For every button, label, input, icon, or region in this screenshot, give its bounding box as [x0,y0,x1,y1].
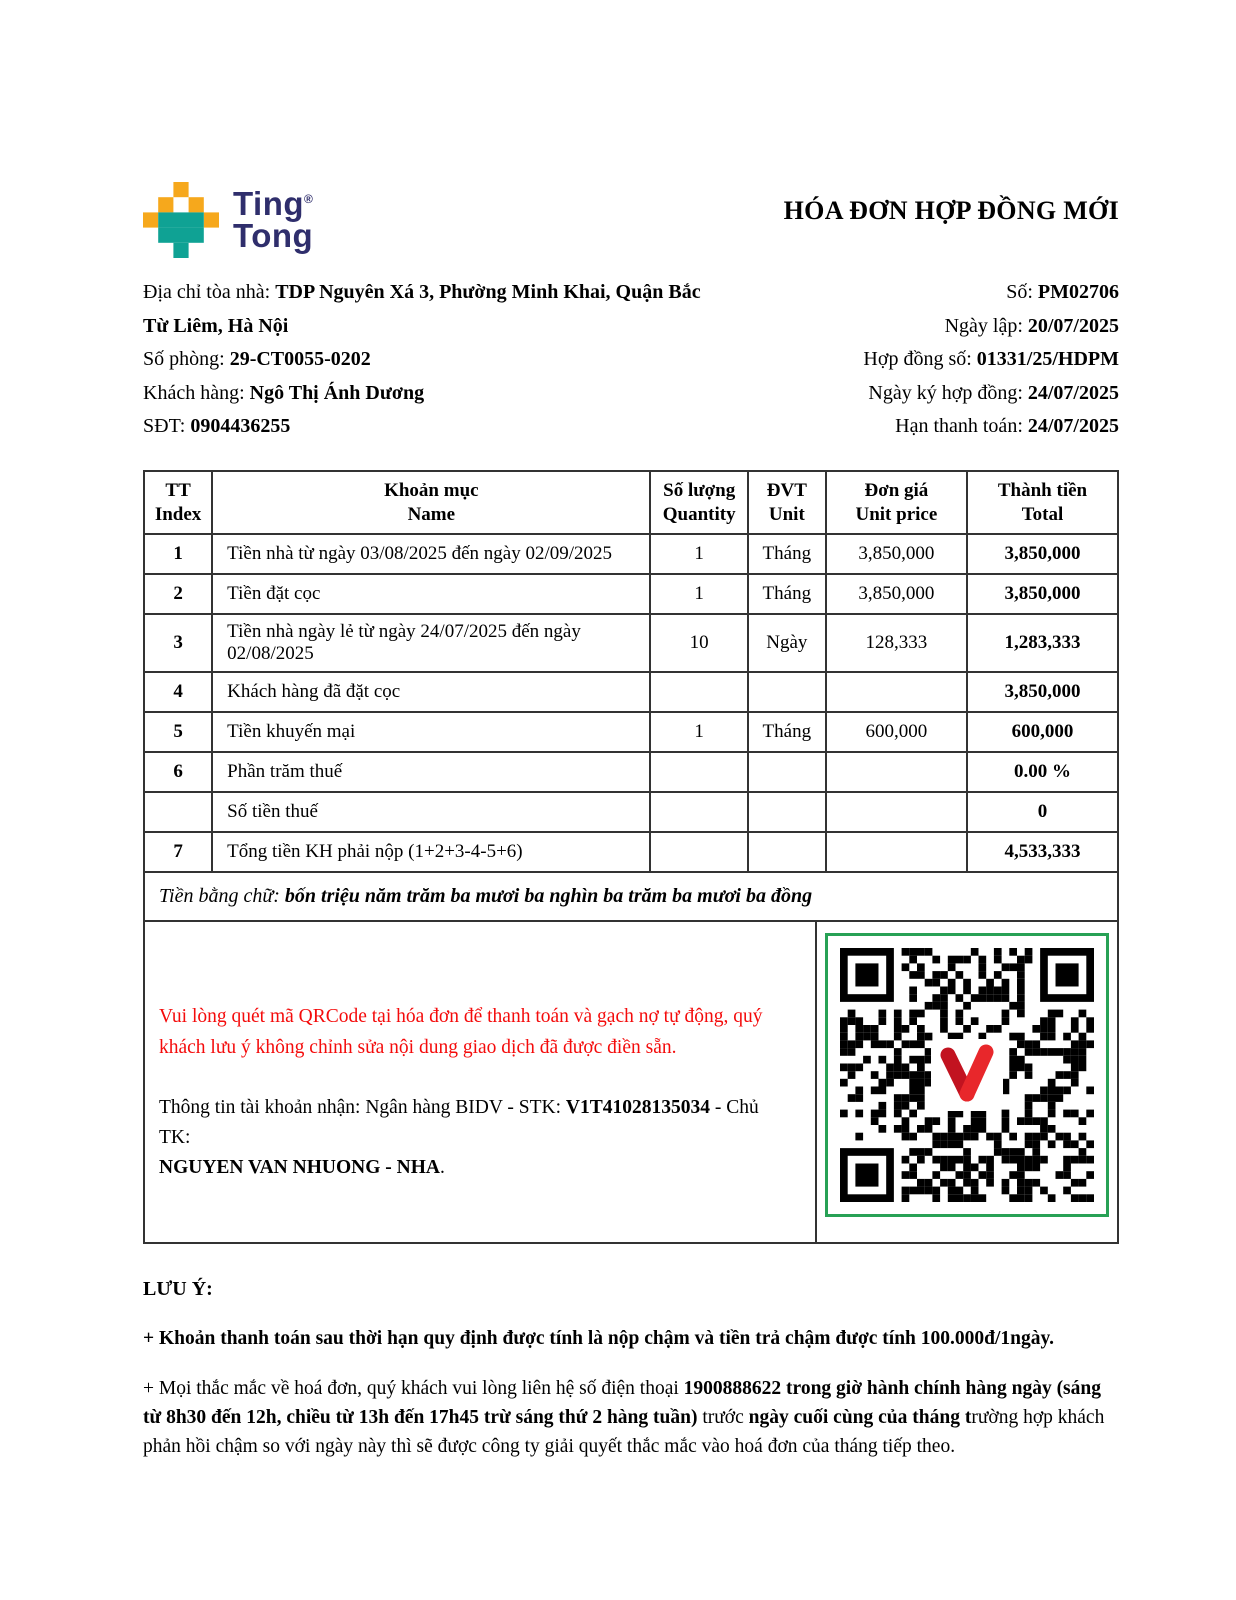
table-row: 5 Tiền khuyến mại 1 Tháng 600,000 600,000 [144,712,1118,752]
qr-cell [817,922,1117,1242]
page-title: HÓA ĐƠN HỢP ĐỒNG MỚI [783,196,1119,225]
qr-code [825,933,1109,1217]
invoice-number: Số: PM02706 [1006,281,1119,303]
info-left [143,276,703,444]
table-row: 6 Phần trăm thuế 0.00 % [144,752,1118,792]
payment-due-date: Hạn thanh toán: 24/07/2025 [895,415,1119,438]
account-number: V1T41028135034 [565,1096,711,1118]
info-right [703,276,1119,444]
table-row: 4 Khách hàng đã đặt cọc 3,850,000 [144,672,1118,712]
building-address: Địa chỉ tòa nhà: TDP Nguyên Xá 3, Phường Minh Khai, Quận Bắc Từ Liêm, Hà Nội [143,281,701,337]
invoice-table [143,470,1119,874]
issue-date: Ngày lập: 20/07/2025 [944,314,1119,337]
notes-heading: LƯU Ý: [143,1278,213,1301]
account-holder: NGUYEN VAN NHUONG - NHA [159,1157,440,1179]
qr-warning-text: Vui lòng quét mã QRCode tại hóa đơn để thanh toán và gạch nợ tự động, quý khách lưu ý không chỉnh sửa nội dung giao dịch đã được điền sẵn. [159,1006,763,1058]
payment-section [143,922,1119,1244]
amount-in-words: Tiền bằng chữ: bốn triệu năm trăm ba mươi ba nghìn ba trăm ba mươi ba đồng [143,873,1119,922]
logo-word-top: Ting [233,184,305,222]
customer-name: Khách hàng: Ngô Thị Ánh Dương [143,381,425,404]
table-row: 3 Tiền nhà ngày lẻ từ ngày 24/07/2025 đến ngày 02/08/2025 10 Ngày 128,333 1,283,333 [144,614,1118,672]
table-header [144,471,1118,535]
tingtong-logo [143,182,313,258]
table-row: 2 Tiền đặt cọc 1 Tháng 3,850,000 3,850,000 [144,574,1118,614]
tingtong-logo-text [233,184,314,254]
col-header-total: Thành tiền Total [967,471,1118,535]
table-row: 7 Tổng tiền KH phải nộp (1+2+3-4-5+6) 4,533,333 [144,832,1118,872]
contract-sign-date: Ngày ký hợp đồng: 24/07/2025 [868,381,1119,404]
col-header-index: TT Index [144,471,212,535]
info-block [143,276,1119,444]
table-row: Số tiền thuế 0 [144,792,1118,832]
registered-mark: ® [304,191,314,206]
col-header-unit: ĐVT Unit [748,471,826,535]
support-note: + Mọi thắc mắc về hoá đơn, quý khách vui lòng liên hệ số điện thoại 1900888622 trong giờ hành chính hàng ngày (sáng từ 8h30 đến 12h, chiều từ 13h đến 17h45 trừ sáng thứ 2 hàng tuần) trước ngày cuối cùng của tháng trường hợp khách phản hồi chậm so với ngày này thì sẽ được công ty giải quyết thắc mắc vào hoá đơn của tháng tiếp theo. [143,1377,1105,1458]
qr-code-image [840,948,1094,1202]
payment-instructions [145,922,817,1242]
table-row: 1 Tiền nhà từ ngày 03/08/2025 đến ngày 02/09/2025 1 Tháng 3,850,000 3,850,000 [144,534,1118,574]
receiving-account-info: Thông tin tài khoản nhận: Ngân hàng BIDV - STK: V1T41028135034 - Chủ TK: NGUYEN VAN NHUONG - NHA. [159,1096,759,1179]
col-header-name: Khoản mục Name [212,471,650,535]
col-header-unit-price: Đơn giá Unit price [826,471,967,535]
header [143,182,1119,258]
tingtong-logo-icon [143,182,219,258]
logo-word-bottom: Tong [233,217,314,254]
contract-number: Hợp đồng số: 01331/25/HDPM [863,348,1119,371]
customer-phone: SĐT: 0904436255 [143,415,291,438]
room-number: Số phòng: 29-CT0055-0202 [143,348,371,371]
col-header-quantity: Số lượng Quantity [650,471,747,535]
notes-section [143,1274,1119,1461]
late-fee-note: + Khoản thanh toán sau thời hạn quy định được tính là nộp chậm và tiền trả chậm được tính 100.000đ/1ngày. [143,1328,1055,1350]
